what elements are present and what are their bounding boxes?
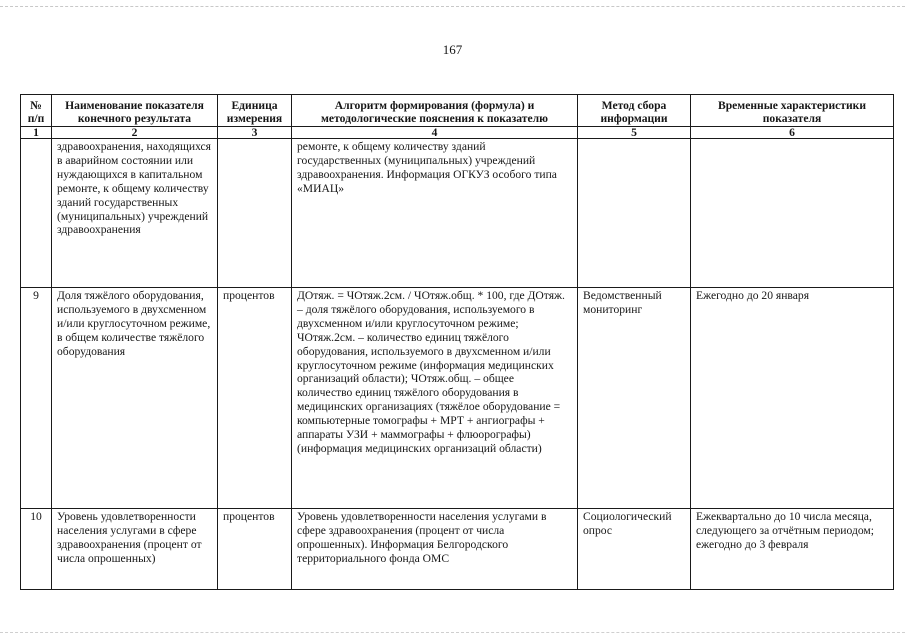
table-row (21, 288, 894, 509)
row-number (21, 139, 52, 288)
header-method: Метод сбора информации (578, 95, 691, 127)
timing-text (691, 139, 894, 288)
header-unit: Единица измерения (218, 95, 292, 127)
column-number: 6 (691, 127, 894, 139)
indicator-name: здравоохранения, находящихся в аварийном состоянии или нуждающихся в капитальном ремонте, к общему количеству зданий государственных (муниципальных) учреждений здравоохранения (52, 139, 218, 288)
collection-method: Ведомственный мониторинг (578, 288, 691, 509)
row-number: 9 (21, 288, 52, 509)
header-algorithm: Алгоритм формирования (формула) и методологические пояснения к показателю (292, 95, 578, 127)
indicator-name: Доля тяжёлого оборудования, используемого в двухсменном и/или круглосуточном режиме, в общем количестве тяжёлого оборудования (52, 288, 218, 509)
unit-of-measure (218, 139, 292, 288)
unit-of-measure: процентов (218, 509, 292, 590)
scan-edge-bottom (0, 632, 905, 634)
indicator-name: Уровень удовлетворенности населения услугами в сфере здравоохранения (процент от числа опрошенных) (52, 509, 218, 590)
column-number-row (21, 127, 894, 139)
timing-text: Ежеквартально до 10 числа месяца, следующего за отчётным периодом; ежегодно до 3 февраля (691, 509, 894, 590)
column-number: 5 (578, 127, 691, 139)
column-number: 3 (218, 127, 292, 139)
collection-method: Социологический опрос (578, 509, 691, 590)
column-number: 4 (292, 127, 578, 139)
column-number: 2 (52, 127, 218, 139)
row-number: 10 (21, 509, 52, 590)
table-row (21, 509, 894, 590)
algorithm-text: Уровень удовлетворенности населения услугами в сфере здравоохранения (процент от числа опрошенных). Информация Белгородского территориального фонда ОМС (292, 509, 578, 590)
table-row (21, 139, 894, 288)
scan-edge-top (0, 6, 905, 8)
collection-method (578, 139, 691, 288)
header-num: № п/п (21, 95, 52, 127)
header-row (21, 95, 894, 127)
unit-of-measure: процентов (218, 288, 292, 509)
timing-text: Ежегодно до 20 января (691, 288, 894, 509)
algorithm-text: ДОтяж. = ЧОтяж.2см. / ЧОтяж.общ. * 100, где ДОтяж. – доля тяжёлого оборудования, используемого в двухсменном и/или круглосуточном режиме; ЧОтяж.2см. – количество единиц тяжёлого оборудования, используемого в двухсменном и/или круглосуточном режиме (информация медицинских организаций области); ЧОтяж.общ. – общее количество единиц тяжёлого оборудования в медицинских организациях (тяжёлое оборудование = компьютерные томографы + МРТ + ангиографы + аппараты УЗИ + маммографы + флюорографы) (информация медицинских организаций области) (292, 288, 578, 509)
indicators-table (20, 94, 894, 590)
header-name: Наименование показателя конечного результата (52, 95, 218, 127)
page-number: 167 (442, 42, 463, 57)
header-timing: Временные характеристики показателя (691, 95, 894, 127)
algorithm-text: ремонте, к общему количеству зданий государственных (муниципальных) учреждений здравоохранения. Информация ОГКУЗ особого типа «МИАЦ» (292, 139, 578, 288)
column-number: 1 (21, 127, 52, 139)
